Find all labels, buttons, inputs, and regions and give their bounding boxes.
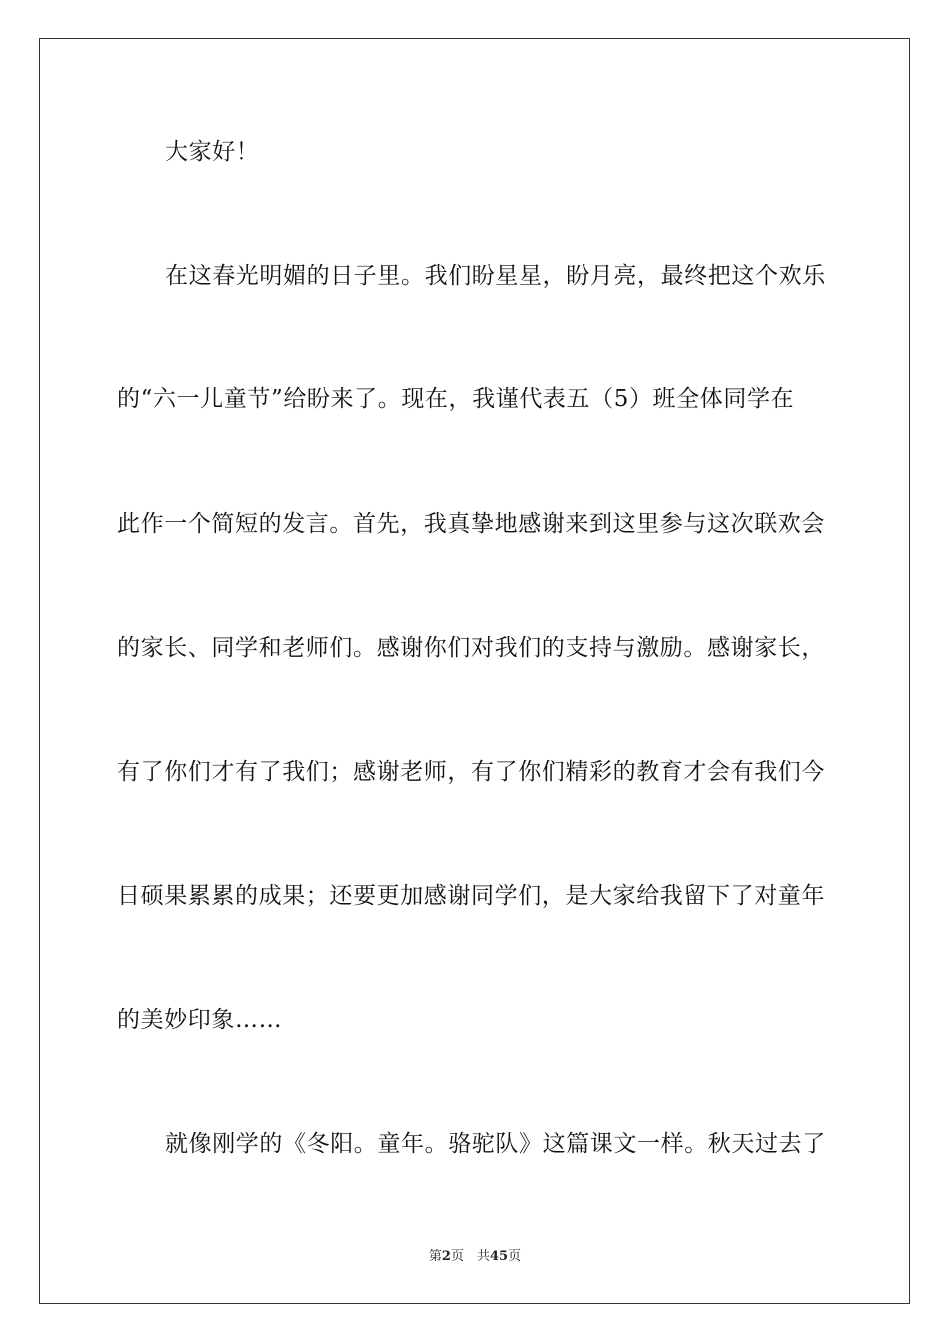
page-number-footer: [0, 1248, 950, 1266]
paragraph-2-line-1: 就像刚学的《冬阳。童年。骆驼队》这篇课文一样。秋天过去了: [165, 1131, 826, 1157]
paragraph-1-line-4: 的家长、同学和老师们。感谢你们对我们的支持与激励。感谢家长，: [117, 635, 825, 661]
footer-total-pages: 45: [489, 1249, 509, 1264]
footer-page-prefix: 第: [428, 1249, 442, 1264]
paragraph-1-line-7: 的美妙印象……: [117, 1007, 283, 1033]
paragraph-1-line-5: 有了你们才有了我们；感谢老师，有了你们精彩的教育才会有我们今: [117, 759, 825, 785]
footer-current-page: 2: [441, 1249, 451, 1264]
paragraph-1-line-2: 的“六一儿童节”给盼来了。现在，我谨代表五（5）班全体同学在: [117, 386, 795, 412]
greeting-line: 大家好！: [165, 139, 260, 165]
paragraph-1-line-1: 在这春光明媚的日子里。我们盼星星，盼月亮，最终把这个欢乐: [165, 263, 826, 289]
page-border: [39, 38, 910, 1304]
paragraph-1-line-3: 此作一个简短的发言。首先，我真挚地感谢来到这里参与这次联欢会: [117, 511, 825, 537]
paragraph-1-line-6: 日硕果累累的成果；还要更加感谢同学们，是大家给我留下了对童年: [117, 883, 825, 909]
footer-page-suffix: 页: [508, 1249, 522, 1264]
footer-page-mid: 页 共: [450, 1249, 490, 1264]
